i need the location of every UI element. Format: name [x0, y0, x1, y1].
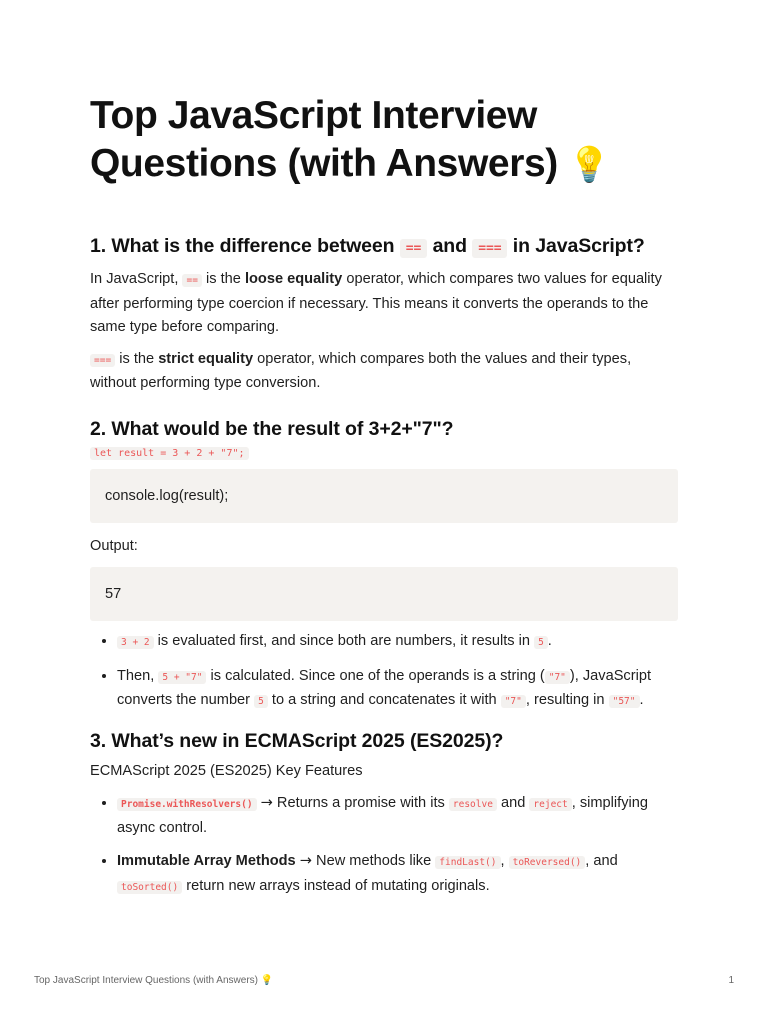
q2-b2-pre: Then, — [117, 667, 155, 684]
q3-b2-sep: , — [500, 853, 505, 869]
q3-b2-code3: toSorted() — [117, 881, 182, 894]
q1-p2-bold: strict equality — [158, 350, 254, 367]
q2-b2-mid3: to a string and concatenates it with — [271, 692, 497, 708]
q3-b1-code: Promise.withResolvers() — [117, 798, 257, 811]
q3-b2-and: and — [593, 853, 618, 869]
lightbulb-icon: 💡 — [260, 975, 274, 986]
q2-b2-mid4: , resulting in — [525, 692, 605, 708]
question-1 — [90, 233, 678, 396]
page-number: 1 — [728, 975, 734, 986]
q1-p1-mid: is the — [206, 271, 241, 287]
page-title — [90, 92, 678, 189]
q1-heading-code-eq: == — [400, 239, 427, 258]
q3-b2-text: New methods like — [316, 853, 432, 869]
q3-b2-bold: Immutable Array Methods — [117, 853, 296, 869]
q3-bullet-list — [90, 791, 678, 899]
q1-p1-code: == — [182, 274, 201, 287]
q3-b2-code1: findLast() — [435, 856, 500, 869]
q2-b2-code5: "57" — [609, 695, 640, 708]
footer-title: Top JavaScript Interview Questions (with Answers) — [34, 975, 258, 986]
q1-p1-post: operator, which compares two values for equality after performing type coercion if necessary. This means it converts the operands to the same type before comparing. — [90, 271, 662, 335]
q2-bullet-2 — [117, 664, 678, 714]
q1-heading-code-seq: === — [472, 239, 507, 258]
q3-b2-code2: toReversed() — [509, 856, 586, 869]
arrow-right-icon: → — [260, 794, 273, 811]
q3-b1-code3: reject — [529, 798, 571, 811]
q2-b2-code3: 5 — [254, 695, 268, 708]
q2-code-block: console.log(result); — [90, 469, 678, 523]
question-2-heading: 2. What would be the result of 3+2+"7"? — [90, 417, 454, 440]
q2-b1-code1: 3 + 2 — [117, 636, 154, 649]
question-2 — [90, 416, 678, 714]
q1-paragraph-1 — [90, 268, 678, 340]
q3-b1-and: and — [500, 795, 526, 811]
question-3-heading: 3. What’s new in ECMAScript 2025 (ES2025)? — [90, 729, 504, 752]
q1-p2-code: === — [90, 354, 115, 367]
document-page — [90, 92, 678, 908]
q2-b1-end: . — [547, 633, 552, 649]
q3-b2-end: return new arrays instead of mutating originals. — [186, 877, 490, 894]
q1-heading-pre: 1. What is the difference between — [90, 235, 395, 257]
q2-b2-code1: 5 + "7" — [158, 671, 206, 684]
q3-bullet-2 — [117, 849, 678, 899]
q2-b2-code4: "7" — [501, 695, 526, 708]
q2-b2-code2: "7" — [545, 671, 570, 684]
q2-inline-code: let result = 3 + 2 + "7"; — [90, 447, 249, 460]
q2-b1-text: is evaluated first, and since both are numbers, it results in — [157, 633, 530, 649]
q2-b2-mid1: is calculated. Since one of the operands is a string ( — [210, 667, 545, 684]
question-1-heading — [90, 233, 678, 262]
q2-b2-end: . — [639, 692, 644, 708]
q2-output-block: 57 — [90, 567, 678, 621]
q1-p1-bold: loose equality — [244, 271, 343, 287]
q2-inline-code-line — [90, 444, 678, 462]
q1-p2-mid: is the — [119, 350, 155, 367]
q1-heading-and: and — [432, 235, 467, 257]
q1-p2-post: operator, which compares both the values and their types, without performing type conversion. — [90, 350, 632, 391]
q3-b1-end: , simplifying async control. — [117, 795, 648, 836]
q2-bullet-1 — [117, 629, 678, 655]
q3-bullet-1 — [117, 791, 678, 840]
q2-b1-code2: 5 — [534, 636, 548, 649]
q1-heading-post: in JavaScript? — [512, 235, 645, 257]
q1-p1-pre: In JavaScript, — [90, 271, 179, 287]
q2-bullet-list — [90, 629, 678, 714]
q3-subtitle: ECMAScript 2025 (ES2025) Key Features — [90, 762, 363, 779]
q1-paragraph-2 — [90, 348, 678, 396]
arrow-right-icon: → — [299, 852, 312, 869]
page-footer — [34, 974, 273, 988]
q3-b2-sep2: , — [585, 853, 590, 869]
question-3 — [90, 728, 678, 900]
lightbulb-icon: 💡 — [568, 146, 611, 184]
q3-b1-text: Returns a promise with its — [276, 795, 445, 811]
q2-b2-mid2: ), JavaScript converts the number — [117, 667, 652, 708]
q2-output-label: Output: — [90, 537, 138, 554]
page-title-text: Top JavaScript Interview Questions (with Answers) — [90, 94, 558, 185]
q3-b1-code2: resolve — [449, 798, 497, 811]
